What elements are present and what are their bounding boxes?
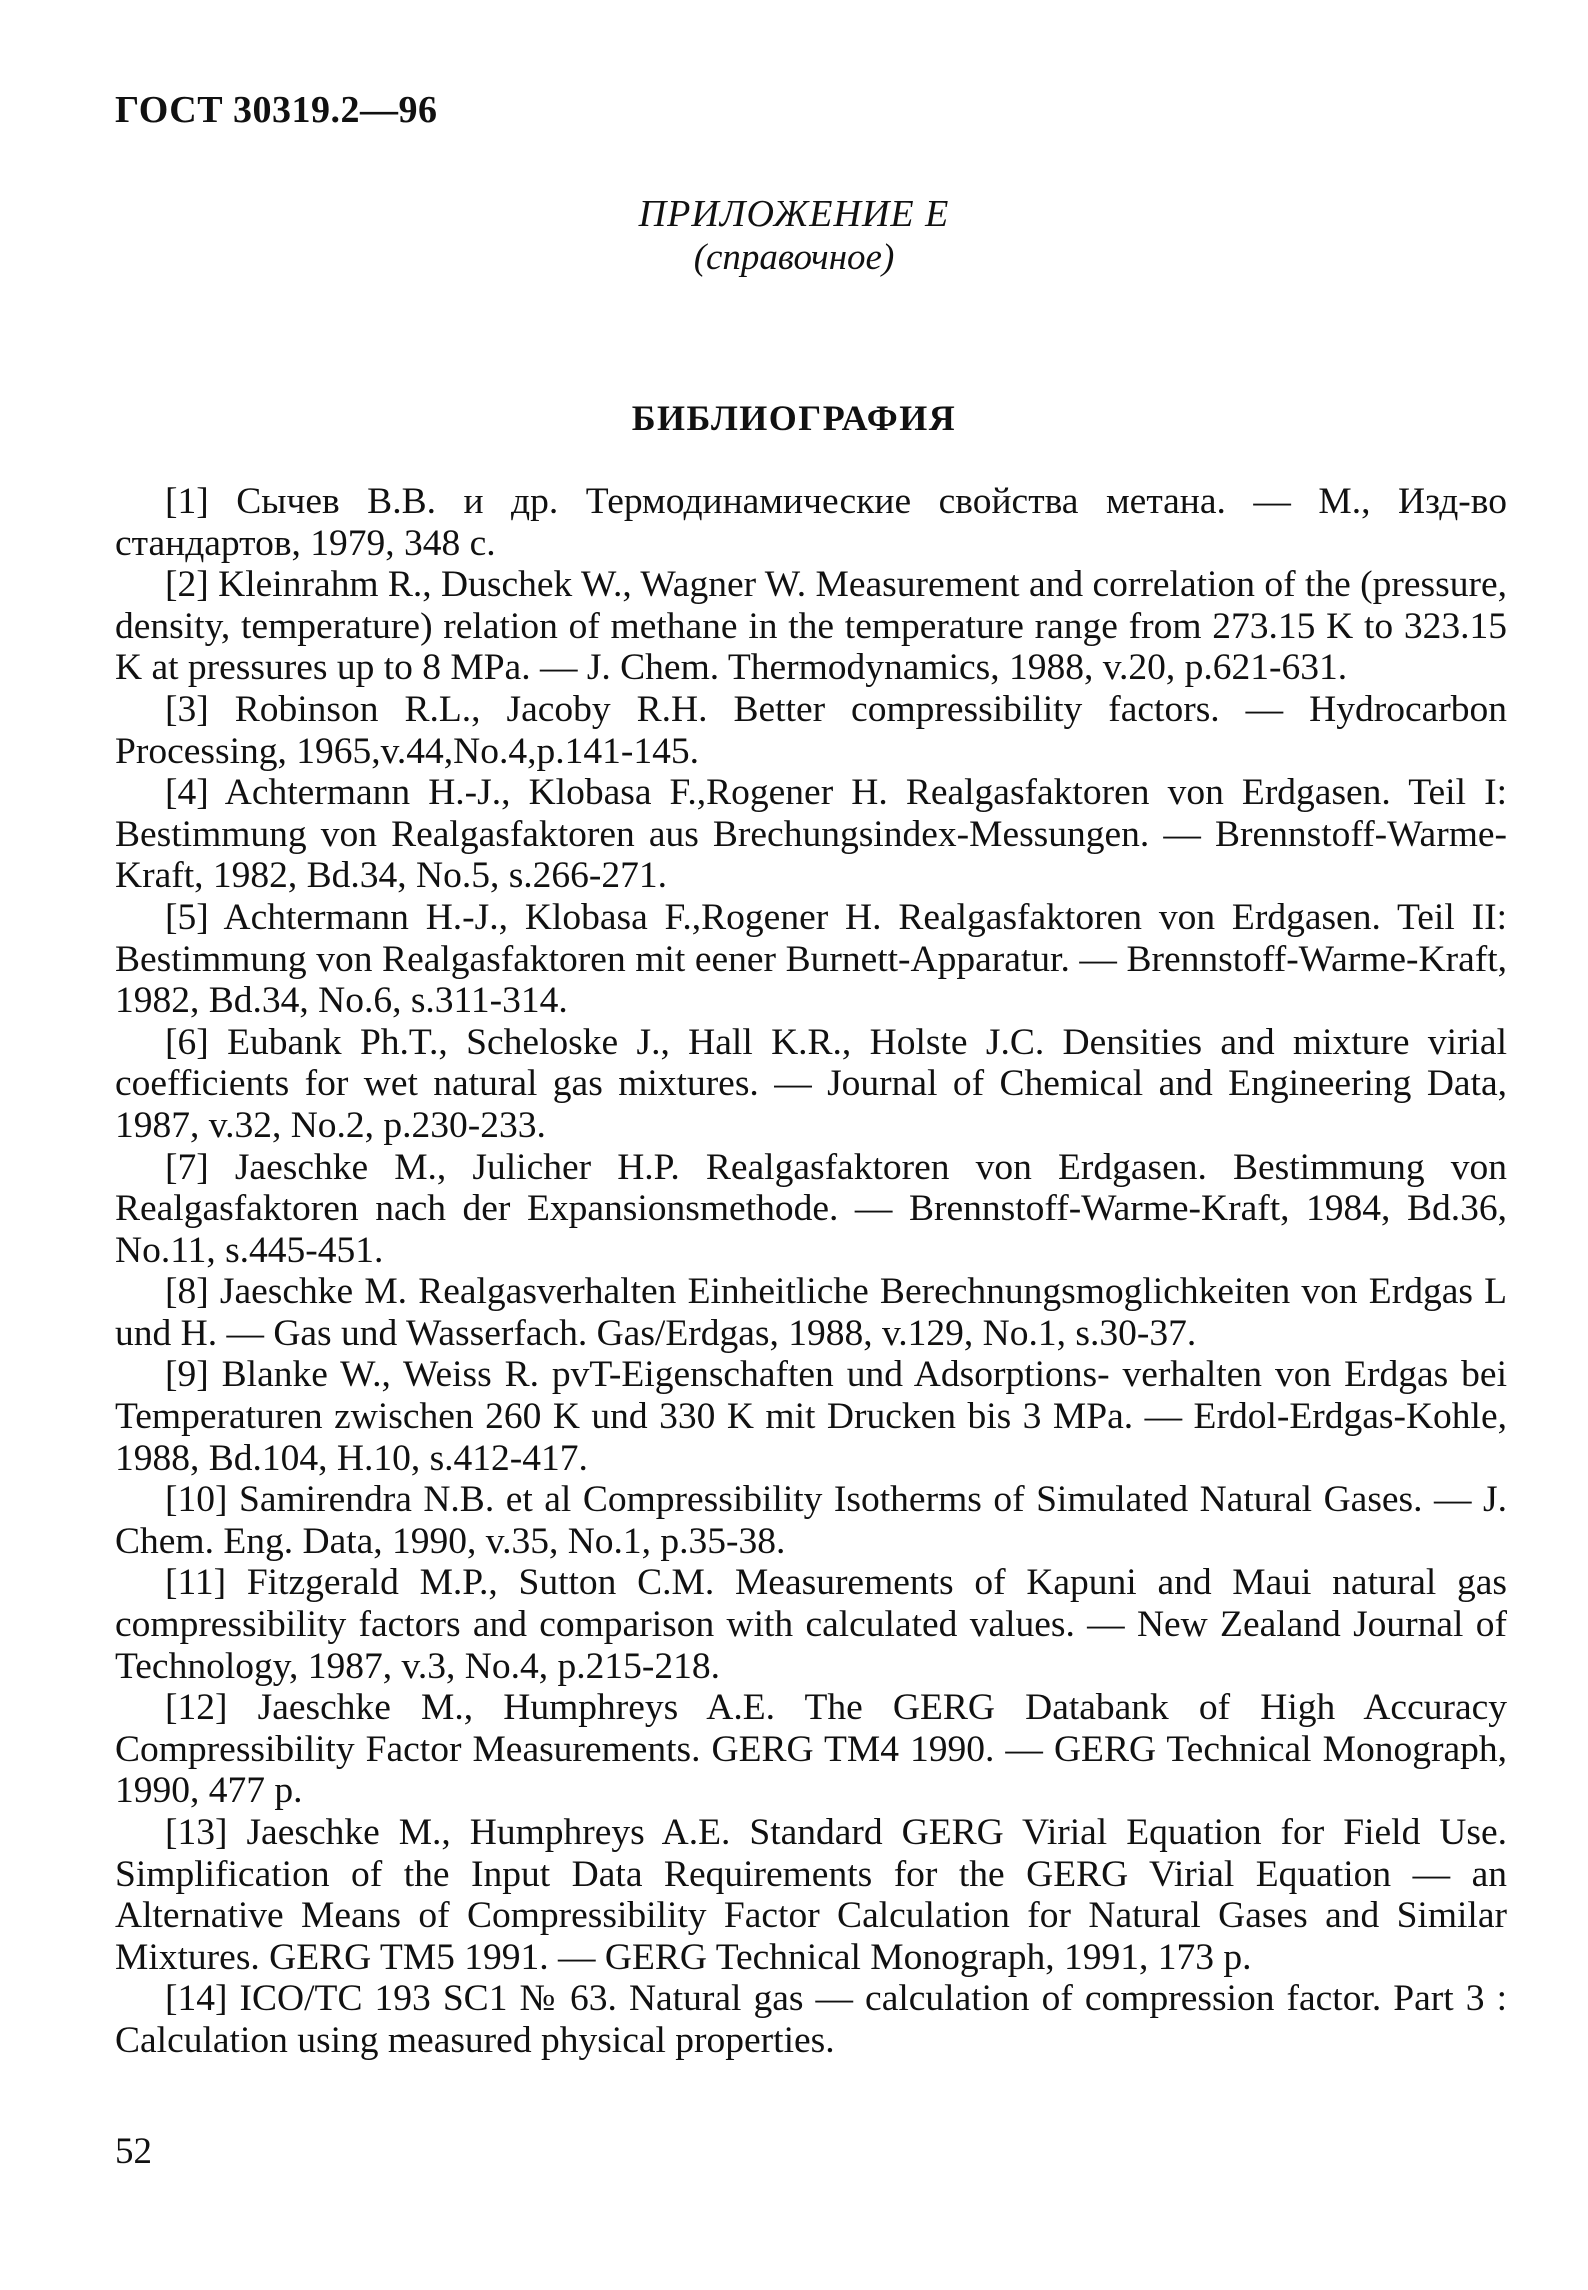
reference-item	[115, 897, 1507, 1022]
page-number: 52	[115, 2131, 152, 2172]
reference-item	[115, 1562, 1507, 1687]
reference-text: Jaeschke M., Humphreys A.E. Standard GERG Virial Equation for Field Use. Simplification of the Input Data Requirements for the GERG Virial Equation — an Alternative Means of Compressibility Factor Calculation for Natural Gases and Similar Mixtures. GERG TM5 1991. — GERG Technical Monograph, 1991, 173 p.	[115, 1812, 1508, 1978]
reference-number: [9]	[165, 1354, 209, 1396]
reference-text: Jaeschke M. Realgasverhalten Einheitliche Berechnungsmoglichkeiten von Erdgas L und H. — Gas und Wasserfach. Gas/Erdgas, 1988, v.129, No.1, s.30-37.	[115, 1271, 1507, 1354]
reference-number: [11]	[165, 1562, 227, 1604]
reference-item	[115, 481, 1507, 564]
reference-number: [6]	[165, 1021, 209, 1063]
reference-item	[115, 1978, 1507, 2061]
reference-number: [3]	[165, 688, 209, 730]
reference-text: Samirendra N.B. et al Compressibility Isotherms of Simulated Natural Gases. — J. Chem. Eng. Data, 1990, v.35, No.1, p.35-38.	[115, 1479, 1508, 1562]
appendix-title: ПРИЛОЖЕНИЕ Е	[638, 193, 950, 235]
reference-text: Achtermann H.-J., Klobasa F.,Rogener H. Realgasfaktoren von Erdgasen. Teil II: Bestimmung von Realgasfaktoren mit eener Burnett-Apparatur. — Brennstoff-Warme-Kraft, 1982, Bd.34, No.6, s.311-314.	[115, 896, 1507, 1022]
document-code: ГОСТ 30319.2—96	[115, 89, 438, 131]
reference-number: [13]	[165, 1812, 228, 1853]
reference-text: Fitzgerald M.P., Sutton C.M. Measurements of Kapuni and Maui natural gas compressibility factors and comparison with calculated values. — New Zealand Journal of Technology, 1987, v.3, No.4, p.215-218.	[115, 1562, 1508, 1687]
reference-list	[115, 481, 1507, 2062]
reference-text: Kleinrahm R., Duschek W., Wagner W. Measurement and correlation of the (pressure, density, temperature) relation of methane in the temperature range from 273.15 K to 323.15 K at pressures up to 8 MPa. — J. Chem. Thermodynamics, 1988, v.20, p.621-631.	[115, 564, 1507, 689]
reference-item	[115, 1812, 1507, 1978]
reference-item	[115, 1354, 1507, 1479]
reference-number: [1]	[165, 481, 209, 522]
reference-text: Jaeschke M., Julicher H.P. Realgasfaktoren von Erdgasen. Bestimmung von Realgasfaktoren nach der Expansionsmethode. — Brennstoff-Warme-Kraft, 1984, Bd.36, No.11, s.445-451.	[115, 1146, 1508, 1271]
reference-text: Сычев В.В. и др. Термодинамические свойства метана. — М., Изд-во стандартов, 1979, 348 с.	[115, 481, 1507, 564]
reference-text: Jaeschke M., Humphreys A.E. The GERG Databank of High Accuracy Compressibility Factor Measurements. GERG TM4 1990. — GERG Technical Monograph, 1990, 477 p.	[115, 1687, 1507, 1812]
appendix-subtitle: (справочное)	[693, 237, 895, 278]
reference-number: [12]	[165, 1687, 228, 1729]
reference-text: Blanke W., Weiss R. pvT-Eigenschaften und Adsorptions- verhalten von Erdgas bei Temperaturen zwischen 260 K und 330 K mit Drucken bis 3 MPa. — Erdol-Erdgas-Kohle, 1988, Bd.104, H.10, s.412-417.	[115, 1354, 1507, 1479]
reference-text: Robinson R.L., Jacoby R.H. Better compressibility factors. — Hydrocarbon Processing, 1965,v.44,No.4,p.141-145.	[115, 688, 1507, 772]
reference-item	[115, 1479, 1507, 1562]
reference-number: [4]	[165, 772, 209, 814]
reference-text: ICO/TC 193 SC1 № 63. Natural gas — calculation of compression factor. Part 3 : Calculation using measured physical properties.	[115, 1978, 1507, 2061]
reference-item	[115, 564, 1507, 689]
reference-number: [10]	[165, 1479, 228, 1521]
reference-number: [14]	[165, 1978, 228, 2020]
reference-number: [8]	[165, 1271, 209, 1313]
reference-text: Achtermann H.-J., Klobasa F.,Rogener H. Realgasfaktoren von Erdgasen. Teil I: Bestimmung von Realgasfaktoren aus Brechungsindex-Messungen. — Brennstoff-Warme-Kraft, 1982, Bd.34, No.5, s.266-271.	[115, 772, 1507, 897]
reference-item	[115, 1687, 1507, 1812]
reference-item	[115, 1022, 1507, 1147]
reference-text: Eubank Ph.T., Scheloske J., Hall K.R., Holste J.C. Densities and mixture virial coefficients for wet natural gas mixtures. — Journal of Chemical and Engineering Data, 1987, v.32, No.2, p.230-233.	[115, 1021, 1507, 1146]
reference-item	[115, 1271, 1507, 1354]
reference-number: [7]	[165, 1146, 209, 1188]
reference-item	[115, 689, 1507, 772]
reference-number: [2]	[165, 564, 209, 606]
bibliography-heading: БИБЛИОГРАФИЯ	[631, 398, 957, 438]
reference-item	[115, 1147, 1507, 1272]
reference-item	[115, 772, 1507, 897]
reference-number: [5]	[165, 896, 209, 938]
